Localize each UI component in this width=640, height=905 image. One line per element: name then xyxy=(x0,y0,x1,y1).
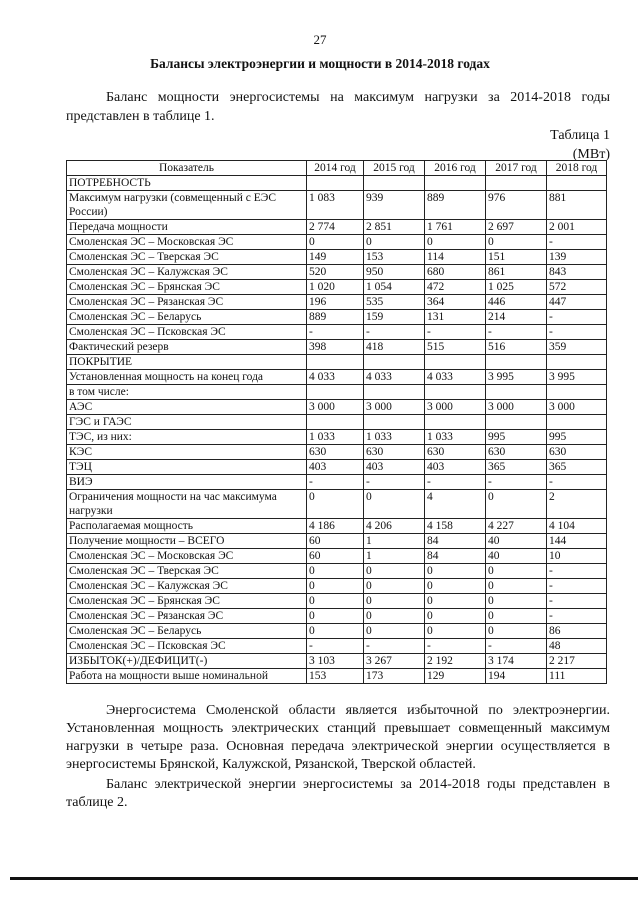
row-value: - xyxy=(425,325,486,340)
table-row xyxy=(67,340,607,355)
row-value: 144 xyxy=(547,534,607,549)
row-value xyxy=(425,176,486,191)
table-row xyxy=(67,564,607,579)
row-value: 1 033 xyxy=(307,430,364,445)
row-value: 60 xyxy=(307,534,364,549)
row-label: ТЭС, из них: xyxy=(67,430,307,445)
row-value: 0 xyxy=(486,609,547,624)
bottom-rule xyxy=(10,877,638,880)
row-value: 2 851 xyxy=(364,220,425,235)
row-value: 843 xyxy=(547,265,607,280)
row-label: Получение мощности – ВСЕГО xyxy=(67,534,307,549)
row-value: 4 227 xyxy=(486,519,547,534)
table-row xyxy=(67,400,607,415)
row-value: - xyxy=(486,325,547,340)
row-value xyxy=(547,176,607,191)
row-label: Располагаемая мощность xyxy=(67,519,307,534)
intro-line-2: представлен в таблице 1. xyxy=(66,109,215,124)
row-value: 159 xyxy=(364,310,425,325)
paragraph-surplus: Энергосистема Смоленской области является избыточной по электроэнергии. Установленная мощность электрических станций превышает совмещенный максимум нагрузки в четыре раза. Основная передача электрической энергии осуществляется в энергосистемы Брянской, Калужской, Рязанской, Тверской областей. xyxy=(66,703,610,772)
table-row xyxy=(67,325,607,340)
row-value: 418 xyxy=(364,340,425,355)
row-value: 0 xyxy=(486,579,547,594)
row-value: 60 xyxy=(307,549,364,564)
row-value: 630 xyxy=(425,445,486,460)
table-row xyxy=(67,445,607,460)
row-value: 1 020 xyxy=(307,280,364,295)
row-value: 939 xyxy=(364,191,425,220)
row-value: 2 001 xyxy=(547,220,607,235)
table-row xyxy=(67,415,607,430)
row-value: 173 xyxy=(364,669,425,684)
row-value: 2 774 xyxy=(307,220,364,235)
row-value: 0 xyxy=(486,624,547,639)
row-value: 4 xyxy=(425,490,486,519)
table-row xyxy=(67,594,607,609)
row-value: 861 xyxy=(486,265,547,280)
row-value: 4 033 xyxy=(364,370,425,385)
header-2015: 2015 год xyxy=(364,161,425,176)
table-header-row xyxy=(67,161,607,176)
row-label: Смоленская ЭС – Московская ЭС xyxy=(67,549,307,564)
row-value: 364 xyxy=(425,295,486,310)
row-value: 3 000 xyxy=(364,400,425,415)
table-row xyxy=(67,220,607,235)
row-value xyxy=(486,385,547,400)
row-value: 3 000 xyxy=(486,400,547,415)
row-label: Максимум нагрузки (совмещенный с ЕЭС России) xyxy=(67,191,307,220)
row-label: Смоленская ЭС – Псковская ЭС xyxy=(67,639,307,654)
row-value: 0 xyxy=(307,624,364,639)
row-value: 153 xyxy=(364,250,425,265)
row-value: 4 206 xyxy=(364,519,425,534)
table-row xyxy=(67,639,607,654)
row-label: Смоленская ЭС – Брянская ЭС xyxy=(67,280,307,295)
row-value: 0 xyxy=(307,490,364,519)
row-value: 1 033 xyxy=(364,430,425,445)
row-label: Фактический резерв xyxy=(67,340,307,355)
row-label: Смоленская ЭС – Калужская ЭС xyxy=(67,579,307,594)
row-value: 4 104 xyxy=(547,519,607,534)
row-value: 84 xyxy=(425,534,486,549)
row-value: 84 xyxy=(425,549,486,564)
row-value: - xyxy=(364,639,425,654)
row-value: 40 xyxy=(486,549,547,564)
table-row xyxy=(67,310,607,325)
row-value: 40 xyxy=(486,534,547,549)
row-label: Смоленская ЭС – Рязанская ЭС xyxy=(67,295,307,310)
row-value: 4 158 xyxy=(425,519,486,534)
row-value: 0 xyxy=(486,594,547,609)
row-value: 0 xyxy=(364,579,425,594)
row-value: 3 995 xyxy=(486,370,547,385)
page-number: 27 xyxy=(313,32,327,47)
table-row xyxy=(67,475,607,490)
row-value: 1 761 xyxy=(425,220,486,235)
row-value: 472 xyxy=(425,280,486,295)
table-caption xyxy=(550,126,610,164)
row-value xyxy=(364,176,425,191)
row-label: Смоленская ЭС – Псковская ЭС xyxy=(67,325,307,340)
row-value: 2 xyxy=(547,490,607,519)
row-value: 0 xyxy=(307,564,364,579)
table-row xyxy=(67,430,607,445)
row-value: 0 xyxy=(364,594,425,609)
row-value: 398 xyxy=(307,340,364,355)
row-value: 535 xyxy=(364,295,425,310)
table-unit: (МВт) xyxy=(572,147,610,162)
row-label: Смоленская ЭС – Тверская ЭС xyxy=(67,564,307,579)
table-row xyxy=(67,280,607,295)
row-value: 139 xyxy=(547,250,607,265)
table-row xyxy=(67,176,607,191)
row-label: Смоленская ЭС – Беларусь xyxy=(67,310,307,325)
row-value xyxy=(364,385,425,400)
row-value: - xyxy=(425,639,486,654)
row-value: 4 186 xyxy=(307,519,364,534)
row-value: 365 xyxy=(486,460,547,475)
row-label: ГЭС и ГАЭС xyxy=(67,415,307,430)
row-value: 153 xyxy=(307,669,364,684)
row-value: 3 000 xyxy=(425,400,486,415)
row-value: 446 xyxy=(486,295,547,310)
row-value: 447 xyxy=(547,295,607,310)
row-value: 196 xyxy=(307,295,364,310)
row-value xyxy=(307,355,364,370)
row-label: Установленная мощность на конец года xyxy=(67,370,307,385)
row-value: 630 xyxy=(364,445,425,460)
row-value xyxy=(486,176,547,191)
power-balance-table xyxy=(66,160,607,684)
row-value: - xyxy=(307,475,364,490)
row-value: 10 xyxy=(547,549,607,564)
table-row xyxy=(67,295,607,310)
row-value: 3 000 xyxy=(307,400,364,415)
table-row xyxy=(67,669,607,684)
row-value: 151 xyxy=(486,250,547,265)
row-label: Смоленская ЭС – Беларусь xyxy=(67,624,307,639)
row-value xyxy=(486,355,547,370)
row-value: 630 xyxy=(307,445,364,460)
table-row xyxy=(67,250,607,265)
row-value: 1 083 xyxy=(307,191,364,220)
row-label: Смоленская ЭС – Брянская ЭС xyxy=(67,594,307,609)
row-label: Смоленская ЭС – Калужская ЭС xyxy=(67,265,307,280)
row-value: 0 xyxy=(425,609,486,624)
row-value: 0 xyxy=(364,564,425,579)
table-row xyxy=(67,549,607,564)
row-label: Смоленская ЭС – Рязанская ЭС xyxy=(67,609,307,624)
row-value: 1 025 xyxy=(486,280,547,295)
row-value xyxy=(307,415,364,430)
row-value: 359 xyxy=(547,340,607,355)
row-value: 86 xyxy=(547,624,607,639)
row-value: 630 xyxy=(547,445,607,460)
header-2014: 2014 год xyxy=(307,161,364,176)
row-value xyxy=(364,415,425,430)
row-value: 0 xyxy=(307,609,364,624)
row-value: 0 xyxy=(425,594,486,609)
row-value xyxy=(547,355,607,370)
header-indicator: Показатель xyxy=(67,161,307,176)
row-value: 111 xyxy=(547,669,607,684)
table-row xyxy=(67,355,607,370)
table-row xyxy=(67,460,607,475)
row-label: в том числе: xyxy=(67,385,307,400)
row-value: 950 xyxy=(364,265,425,280)
table-row xyxy=(67,654,607,669)
row-value: 0 xyxy=(364,490,425,519)
table-row xyxy=(67,624,607,639)
row-value: - xyxy=(547,235,607,250)
row-value: 976 xyxy=(486,191,547,220)
row-value: - xyxy=(547,325,607,340)
row-value: - xyxy=(547,609,607,624)
row-value: 0 xyxy=(425,564,486,579)
row-value: 515 xyxy=(425,340,486,355)
row-value: 881 xyxy=(547,191,607,220)
row-label: КЭС xyxy=(67,445,307,460)
row-value: 0 xyxy=(307,235,364,250)
header-2017: 2017 год xyxy=(486,161,547,176)
row-value: 3 103 xyxy=(307,654,364,669)
row-value: 403 xyxy=(425,460,486,475)
table-row xyxy=(67,519,607,534)
row-value: 129 xyxy=(425,669,486,684)
header-2018: 2018 год xyxy=(547,161,607,176)
row-value: 48 xyxy=(547,639,607,654)
row-value: 0 xyxy=(364,624,425,639)
row-value: 0 xyxy=(486,235,547,250)
row-value: 0 xyxy=(364,609,425,624)
row-value xyxy=(307,385,364,400)
row-value: 3 000 xyxy=(547,400,607,415)
closing-text xyxy=(66,702,610,812)
row-value: 131 xyxy=(425,310,486,325)
row-value: 0 xyxy=(425,579,486,594)
row-value: 214 xyxy=(486,310,547,325)
row-value: 4 033 xyxy=(425,370,486,385)
row-value: - xyxy=(364,475,425,490)
row-value: 365 xyxy=(547,460,607,475)
row-label: ИЗБЫТОК(+)/ДЕФИЦИТ(-) xyxy=(67,654,307,669)
row-value xyxy=(547,415,607,430)
row-label: Ограничения мощности на час максимума нагрузки xyxy=(67,490,307,519)
row-value: 2 192 xyxy=(425,654,486,669)
row-value: 403 xyxy=(307,460,364,475)
row-value: 403 xyxy=(364,460,425,475)
row-value: 0 xyxy=(425,235,486,250)
row-value xyxy=(425,355,486,370)
row-value: 114 xyxy=(425,250,486,265)
row-value: - xyxy=(547,564,607,579)
row-value: 2 217 xyxy=(547,654,607,669)
table-row xyxy=(67,534,607,549)
row-value: 0 xyxy=(307,579,364,594)
table-row xyxy=(67,609,607,624)
table-row xyxy=(67,490,607,519)
row-value: 1 054 xyxy=(364,280,425,295)
row-label: Передача мощности xyxy=(67,220,307,235)
table-row xyxy=(67,265,607,280)
row-label: Работа на мощности выше номинальной xyxy=(67,669,307,684)
row-value: 572 xyxy=(547,280,607,295)
row-value: 889 xyxy=(307,310,364,325)
row-value xyxy=(486,415,547,430)
row-value: 4 033 xyxy=(307,370,364,385)
row-label: Смоленская ЭС – Тверская ЭС xyxy=(67,250,307,265)
row-label: ПОТРЕБНОСТЬ xyxy=(67,176,307,191)
row-value: 0 xyxy=(307,594,364,609)
table-row xyxy=(67,191,607,220)
row-label: ПОКРЫТИЕ xyxy=(67,355,307,370)
row-value: - xyxy=(486,475,547,490)
row-value: 194 xyxy=(486,669,547,684)
table-body xyxy=(67,176,607,684)
row-value: 149 xyxy=(307,250,364,265)
row-value: - xyxy=(425,475,486,490)
row-value xyxy=(364,355,425,370)
table-row xyxy=(67,385,607,400)
row-value: - xyxy=(547,594,607,609)
row-value: 516 xyxy=(486,340,547,355)
row-value: 3 267 xyxy=(364,654,425,669)
table-row xyxy=(67,579,607,594)
row-value xyxy=(307,176,364,191)
section-heading: Балансы электроэнергии и мощности в 2014-2018 годах xyxy=(150,56,490,71)
table-row xyxy=(67,370,607,385)
header-2016: 2016 год xyxy=(425,161,486,176)
row-value: 520 xyxy=(307,265,364,280)
row-value xyxy=(547,385,607,400)
intro-paragraph xyxy=(66,88,610,126)
row-value: 889 xyxy=(425,191,486,220)
table-row xyxy=(67,235,607,250)
row-value: - xyxy=(547,310,607,325)
row-label: ВИЭ xyxy=(67,475,307,490)
row-value: 0 xyxy=(486,490,547,519)
row-value: - xyxy=(364,325,425,340)
row-label: Смоленская ЭС – Московская ЭС xyxy=(67,235,307,250)
table-title: Таблица 1 xyxy=(550,128,610,143)
row-value: 2 697 xyxy=(486,220,547,235)
row-value: 3 995 xyxy=(547,370,607,385)
row-value: 630 xyxy=(486,445,547,460)
row-value: - xyxy=(307,325,364,340)
row-value: 995 xyxy=(547,430,607,445)
row-value: 0 xyxy=(364,235,425,250)
row-value xyxy=(425,385,486,400)
row-value: 1 033 xyxy=(425,430,486,445)
row-value: 1 xyxy=(364,534,425,549)
row-value xyxy=(425,415,486,430)
row-value: 3 174 xyxy=(486,654,547,669)
row-label: АЭС xyxy=(67,400,307,415)
row-value: 995 xyxy=(486,430,547,445)
row-value: 680 xyxy=(425,265,486,280)
row-value: - xyxy=(547,475,607,490)
row-value: - xyxy=(307,639,364,654)
row-value: - xyxy=(486,639,547,654)
row-value: - xyxy=(547,579,607,594)
paragraph-table2-reference: Баланс электрической энергии энергосистемы за 2014-2018 годы представлен в таблице 2. xyxy=(66,777,610,810)
row-value: 0 xyxy=(486,564,547,579)
row-value: 1 xyxy=(364,549,425,564)
row-label: ТЭЦ xyxy=(67,460,307,475)
row-value: 0 xyxy=(425,624,486,639)
intro-line-1: Баланс мощности энергосистемы на максимум нагрузки за 2014-2018 годы xyxy=(106,90,610,105)
